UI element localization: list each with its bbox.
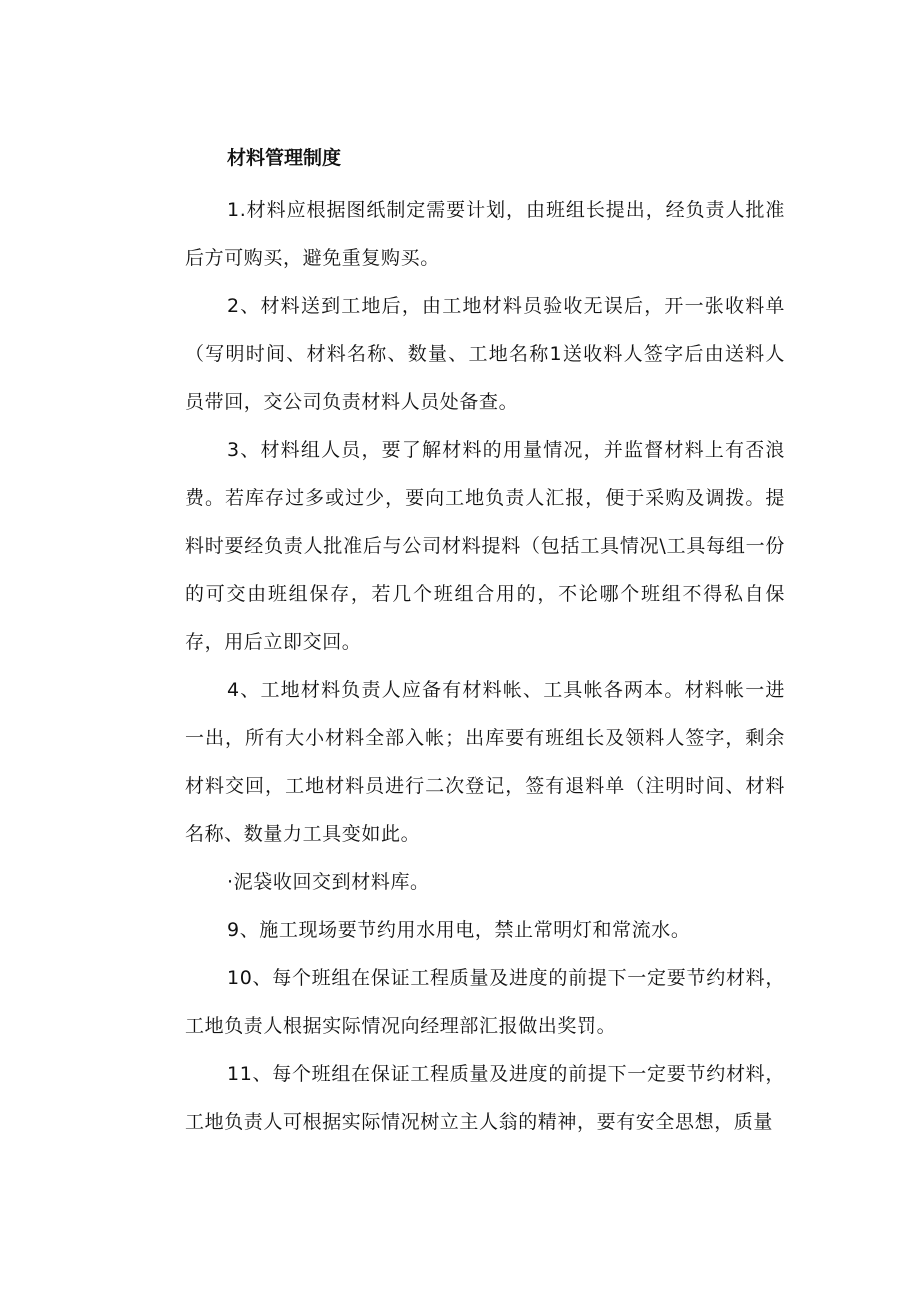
document-title: 材料管理制度 bbox=[227, 147, 342, 169]
paragraph-8: 11、每个班组在保证工程质量及进度的前提下一定要节约材料，工地负责人可根据实际情况树立主人翁的精神，要有安全思想，质量 bbox=[185, 1063, 785, 1133]
paragraph-1: 1.材料应根据图纸制定需要计划，由班组长提出，经负责人批准后方可购买，避免重复购买。 bbox=[185, 199, 785, 269]
paragraph-7: 10、每个班组在保证工程质量及进度的前提下一定要节约材料，工地负责人根据实际情况向经理部汇报做出奖罚。 bbox=[185, 967, 785, 1037]
paragraph-2: 2、材料送到工地后，由工地材料员验收无误后，开一张收料单（写明时间、材料名称、数量、工地名称1送收料人签字后由送料人员带回，交公司负责材料人员处备查。 bbox=[185, 295, 785, 413]
paragraph-6: 9、施工现场要节约用水用电，禁止常明灯和常流水。 bbox=[227, 919, 691, 941]
paragraph-4: 4、工地材料负责人应备有材料帐、工具帐各两本。材料帐一进一出，所有大小材料全部入帐；出库要有班组长及领料人签字，剩余材料交回，工地材料员进行二次登记，签有退料单（注明时间、材料名称、数量力工具变如此。 bbox=[185, 679, 785, 845]
paragraph-3: 3、材料组人员，要了解材料的用量情况，并监督材料上有否浪费。若库存过多或过少，要向工地负责人汇报，便于采购及调拨。提料时要经负责人批准后与公司材料提料（包括工具情况\工具每组一份的可交由班组保存，若几个班组合用的，不论哪个班组不得私自保存，用后立即交回。 bbox=[185, 439, 785, 653]
document-body bbox=[185, 138, 785, 1146]
paragraph-5: ·泥袋收回交到材料库。 bbox=[227, 871, 430, 893]
